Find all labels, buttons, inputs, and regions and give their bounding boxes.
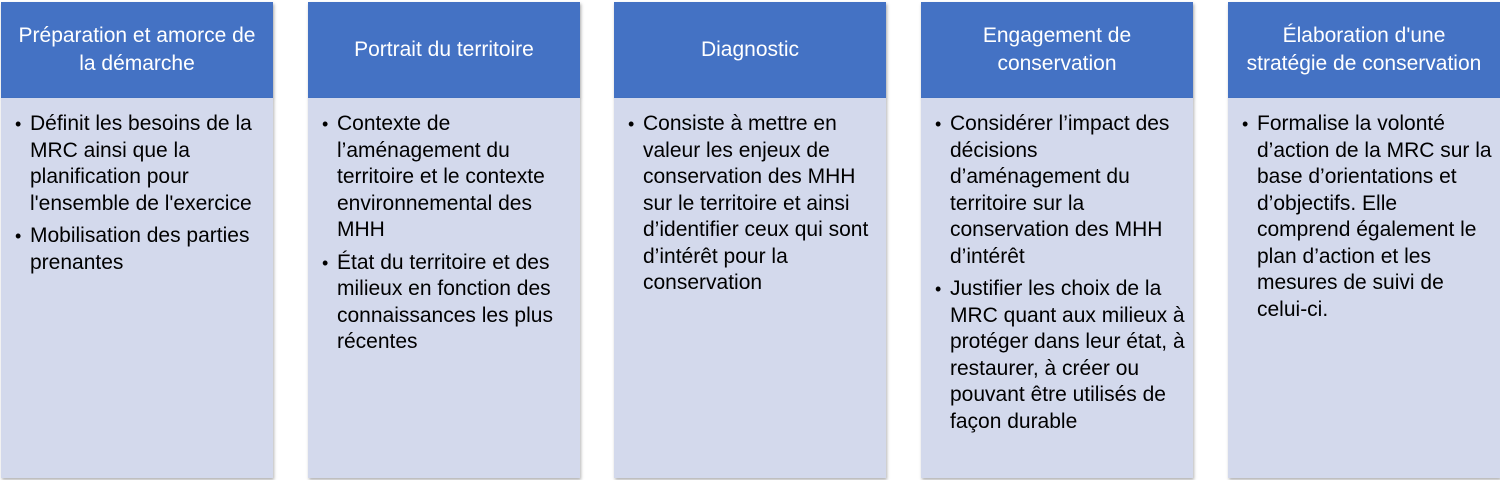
bullet-item	[15, 223, 265, 276]
step-diagnostic	[614, 0, 886, 480]
bullet-text: Consiste à mettre en valeur les enjeux de conservation des MHH sur le territoire et ainsi d’identifier ceux qui sont d’intérêt pour la conservation	[643, 112, 869, 294]
bullet-text: Mobilisation des parties prenantes	[30, 224, 250, 274]
bullet-text: Formalise la volonté d’action de la MRC sur la base d’orientations et d’objectifs. Elle comprend également le plan d’action et les mesures de suivi de celui-ci.	[1257, 112, 1492, 321]
step-title: Préparation et amorce de la démarche	[1, 2, 273, 98]
bullet-text: État du territoire et des milieux en fonction des connaissances les plus récentes	[337, 250, 553, 353]
step-details	[1, 98, 273, 478]
bullet-icon: •	[935, 279, 942, 299]
bullet-icon: •	[15, 226, 22, 246]
bullet-list	[628, 111, 878, 297]
step-details	[921, 98, 1193, 478]
bullet-list	[935, 111, 1185, 435]
bullet-item	[322, 250, 572, 356]
bullet-text: Définit les besoins de la MRC ainsi que la planification pour l'ensemble de l'exercice	[30, 112, 252, 215]
step-title: Élaboration d'une stratégie de conservation	[1228, 2, 1500, 98]
step-details	[308, 98, 580, 478]
step-details	[614, 98, 886, 478]
step-title: Engagement de conservation	[921, 2, 1193, 98]
bullet-text: Considérer l’impact des décisions d’aménagement du territoire sur la conservation des MHH d’intérêt	[950, 112, 1170, 268]
step-engagement	[921, 0, 1193, 480]
step-title: Portrait du territoire	[308, 2, 580, 98]
bullet-icon: •	[322, 252, 329, 273]
bullet-list	[15, 111, 265, 276]
bullet-text: Contexte de l’aménagement du territoire et le contexte environnemental des MHH	[337, 112, 545, 241]
bullet-item	[628, 111, 878, 297]
bullet-icon: •	[1242, 114, 1249, 134]
bullet-icon: •	[935, 114, 942, 134]
bullet-item	[322, 111, 572, 244]
bullet-item	[15, 111, 265, 217]
bullet-item	[1242, 111, 1492, 323]
bullet-item	[935, 111, 1185, 270]
step-portrait	[308, 0, 580, 480]
bullet-item	[935, 276, 1185, 435]
step-title: Diagnostic	[614, 2, 886, 98]
step-strategie	[1228, 0, 1500, 480]
step-preparation	[1, 0, 273, 480]
bullet-icon: •	[15, 114, 22, 134]
bullet-list	[1242, 111, 1492, 323]
bullet-list	[322, 111, 572, 356]
bullet-text: Justifier les choix de la MRC quant aux milieux à protéger dans leur état, à restaurer, à créer ou pouvant être utilisés de façon durable	[950, 277, 1185, 433]
step-details	[1228, 98, 1500, 478]
bullet-icon: •	[628, 114, 635, 134]
bullet-icon: •	[322, 114, 329, 134]
